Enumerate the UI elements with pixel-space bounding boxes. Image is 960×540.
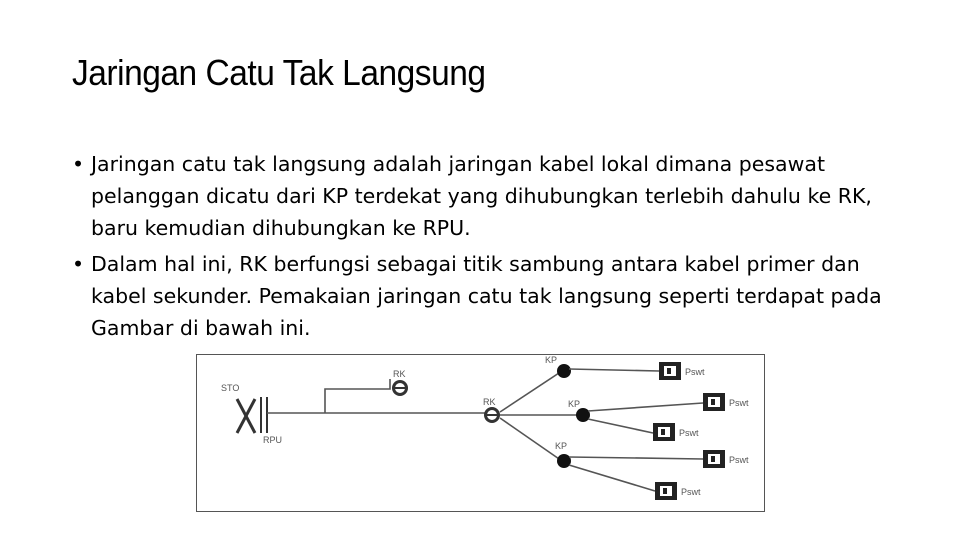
secondary-cable [500,371,583,461]
pswt-label: Pswt [729,455,749,465]
kp-label: KP [555,441,568,451]
bullet-marker: • [72,152,85,176]
rpu-label: RPU [263,435,283,445]
bullet-item [72,248,902,344]
rk-upper-icon [392,380,408,396]
rk-label: RK [483,397,496,407]
pswt-label: Pswt [729,398,749,408]
kp-node-icon [557,364,571,378]
network-diagram [196,354,765,512]
pswt-label: Pswt [679,428,699,438]
sto-cross-icon [237,399,255,433]
telephone-icon [653,423,675,441]
pswt-label: Pswt [681,487,701,497]
bullet-item [72,148,902,244]
slide-title: Jaringan Catu Tak Langsung [72,52,486,93]
telephone-icon [659,362,681,380]
kp-node-icon [576,408,590,422]
bullet-list [72,148,902,348]
primary-cable [267,379,486,413]
network-diagram-svg [197,355,764,511]
kp-label: KP [568,399,581,409]
sto-label: STO [221,383,240,393]
telephone-icon [703,393,725,411]
pswt-label: Pswt [685,367,705,377]
rk-label: RK [393,369,406,379]
telephone-icon [655,482,677,500]
bullet-text: Dalam hal ini, RK berfungsi sebagai titik sambung antara kabel primer dan kabel sekunder. Pemakaian jaringan catu tak langsung seperti terdapat pada Gambar di bawah ini. [91,252,882,340]
bullet-marker: • [72,252,85,276]
rpu-frame-icon [261,397,267,433]
kp-label: KP [545,355,558,365]
bullet-text: Jaringan catu tak langsung adalah jaringan kabel lokal dimana pesawat pelanggan dicatu dari KP terdekat yang dihubungkan terlebih dahulu ke RK, baru kemudian dihubungkan ke RPU. [91,152,872,240]
rk-main-icon [484,407,500,423]
telephone-icon [703,450,725,468]
kp-node-icon [557,454,571,468]
